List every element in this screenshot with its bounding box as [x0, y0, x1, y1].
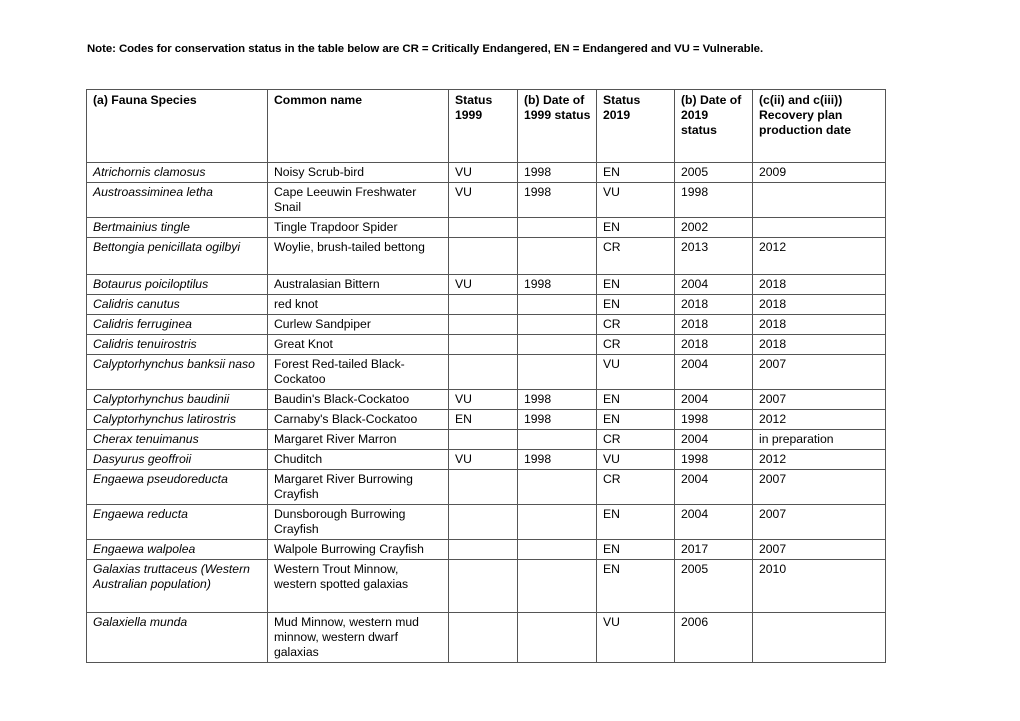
species-cell: Bertmainius tingle	[87, 218, 268, 238]
species-cell: Calidris tenuirostris	[87, 335, 268, 355]
date-1999-cell	[518, 238, 597, 275]
status-2019-cell: CR	[597, 335, 675, 355]
date-2019-cell: 2013	[675, 238, 753, 275]
table-row	[87, 295, 886, 315]
date-2019-cell: 2006	[675, 613, 753, 663]
common-name-cell: Noisy Scrub-bird	[268, 163, 449, 183]
date-2019-cell: 2004	[675, 505, 753, 540]
status-2019-cell: VU	[597, 613, 675, 663]
status-1999-cell: EN	[449, 410, 518, 430]
common-name-cell: red knot	[268, 295, 449, 315]
status-2019-cell: EN	[597, 410, 675, 430]
recovery-plan-cell: 2018	[753, 315, 886, 335]
species-cell: Engaewa walpolea	[87, 540, 268, 560]
status-2019-cell: EN	[597, 218, 675, 238]
date-1999-cell: 1998	[518, 183, 597, 218]
status-2019-cell: EN	[597, 275, 675, 295]
table-row	[87, 450, 886, 470]
date-2019-cell: 1998	[675, 450, 753, 470]
recovery-plan-cell: 2010	[753, 560, 886, 613]
common-name-cell: Chuditch	[268, 450, 449, 470]
recovery-plan-cell: 2018	[753, 335, 886, 355]
status-1999-cell: VU	[449, 450, 518, 470]
date-2019-cell: 2018	[675, 335, 753, 355]
table-row	[87, 275, 886, 295]
status-1999-cell: VU	[449, 275, 518, 295]
status-1999-cell	[449, 295, 518, 315]
recovery-plan-cell: 2007	[753, 470, 886, 505]
date-1999-cell	[518, 430, 597, 450]
status-2019-cell: VU	[597, 355, 675, 390]
species-cell: Cherax tenuimanus	[87, 430, 268, 450]
common-name-cell: Western Trout Minnow, western spotted galaxias	[268, 560, 449, 613]
header-fauna-species: (a) Fauna Species	[87, 90, 268, 163]
table-row	[87, 470, 886, 505]
date-2019-cell: 2017	[675, 540, 753, 560]
status-2019-cell: VU	[597, 183, 675, 218]
table-row	[87, 163, 886, 183]
status-1999-cell	[449, 355, 518, 390]
table-row	[87, 613, 886, 663]
common-name-cell: Mud Minnow, western mud minnow, western dwarf galaxias	[268, 613, 449, 663]
table-row	[87, 335, 886, 355]
recovery-plan-cell: 2007	[753, 505, 886, 540]
common-name-cell: Cape Leeuwin Freshwater Snail	[268, 183, 449, 218]
date-2019-cell: 2004	[675, 430, 753, 450]
status-1999-cell: VU	[449, 390, 518, 410]
date-1999-cell: 1998	[518, 410, 597, 430]
date-1999-cell: 1998	[518, 163, 597, 183]
date-1999-cell	[518, 560, 597, 613]
date-2019-cell: 1998	[675, 183, 753, 218]
date-2019-cell: 2018	[675, 295, 753, 315]
header-date-1999-status: (b) Date of 1999 status	[518, 90, 597, 163]
date-2019-cell: 2005	[675, 163, 753, 183]
table-header-row	[87, 90, 886, 163]
common-name-cell: Australasian Bittern	[268, 275, 449, 295]
species-cell: Austroassiminea letha	[87, 183, 268, 218]
recovery-plan-cell: 2018	[753, 295, 886, 315]
species-cell: Calyptorhynchus banksii naso	[87, 355, 268, 390]
recovery-plan-cell: 2012	[753, 238, 886, 275]
status-1999-cell	[449, 218, 518, 238]
status-2019-cell: CR	[597, 238, 675, 275]
status-1999-cell	[449, 470, 518, 505]
status-1999-cell	[449, 238, 518, 275]
recovery-plan-cell: 2012	[753, 450, 886, 470]
status-1999-cell	[449, 430, 518, 450]
status-1999-cell	[449, 613, 518, 663]
date-2019-cell: 2005	[675, 560, 753, 613]
table-row	[87, 238, 886, 275]
date-1999-cell: 1998	[518, 390, 597, 410]
species-cell: Calyptorhynchus latirostris	[87, 410, 268, 430]
common-name-cell: Curlew Sandpiper	[268, 315, 449, 335]
common-name-cell: Dunsborough Burrowing Crayfish	[268, 505, 449, 540]
species-cell: Engaewa reducta	[87, 505, 268, 540]
table-row	[87, 410, 886, 430]
table-row	[87, 315, 886, 335]
recovery-plan-cell	[753, 183, 886, 218]
status-1999-cell	[449, 315, 518, 335]
species-cell: Calidris canutus	[87, 295, 268, 315]
recovery-plan-cell	[753, 218, 886, 238]
recovery-plan-cell: 2018	[753, 275, 886, 295]
status-2019-cell: EN	[597, 560, 675, 613]
status-2019-cell: EN	[597, 540, 675, 560]
status-2019-cell: CR	[597, 470, 675, 505]
header-status-1999: Status 1999	[449, 90, 518, 163]
header-status-2019: Status 2019	[597, 90, 675, 163]
recovery-plan-cell: 2007	[753, 540, 886, 560]
date-2019-cell: 2004	[675, 470, 753, 505]
status-2019-cell: CR	[597, 315, 675, 335]
recovery-plan-cell: 2007	[753, 390, 886, 410]
date-1999-cell: 1998	[518, 275, 597, 295]
species-cell: Atrichornis clamosus	[87, 163, 268, 183]
common-name-cell: Carnaby's Black-Cockatoo	[268, 410, 449, 430]
table-row	[87, 218, 886, 238]
species-cell: Engaewa pseudoreducta	[87, 470, 268, 505]
date-2019-cell: 2004	[675, 355, 753, 390]
status-1999-cell	[449, 560, 518, 613]
common-name-cell: Tingle Trapdoor Spider	[268, 218, 449, 238]
species-cell: Galaxias truttaceus (Western Australian population)	[87, 560, 268, 613]
common-name-cell: Baudin's Black-Cockatoo	[268, 390, 449, 410]
common-name-cell: Margaret River Marron	[268, 430, 449, 450]
date-2019-cell: 2002	[675, 218, 753, 238]
recovery-plan-cell: 2012	[753, 410, 886, 430]
table-row	[87, 540, 886, 560]
species-cell: Galaxiella munda	[87, 613, 268, 663]
common-name-cell: Walpole Burrowing Crayfish	[268, 540, 449, 560]
status-2019-cell: EN	[597, 390, 675, 410]
status-1999-cell: VU	[449, 183, 518, 218]
date-2019-cell: 2018	[675, 315, 753, 335]
status-2019-cell: EN	[597, 163, 675, 183]
species-cell: Calyptorhynchus baudinii	[87, 390, 268, 410]
status-2019-cell: EN	[597, 295, 675, 315]
status-2019-cell: EN	[597, 505, 675, 540]
species-cell: Calidris ferruginea	[87, 315, 268, 335]
date-1999-cell	[518, 540, 597, 560]
table-row	[87, 560, 886, 613]
date-1999-cell: 1998	[518, 450, 597, 470]
fauna-species-table	[86, 89, 886, 663]
header-recovery-plan-date: (c(ii) and c(iii)) Recovery plan production date	[753, 90, 886, 163]
recovery-plan-cell: in preparation	[753, 430, 886, 450]
status-2019-cell: VU	[597, 450, 675, 470]
status-codes-note: Note: Codes for conservation status in the table below are CR = Critically Endangered, EN = Endangered and VU = Vulnerable.	[87, 43, 764, 55]
table-row	[87, 355, 886, 390]
species-cell: Botaurus poiciloptilus	[87, 275, 268, 295]
status-1999-cell	[449, 540, 518, 560]
recovery-plan-cell: 2009	[753, 163, 886, 183]
date-1999-cell	[518, 335, 597, 355]
common-name-cell: Margaret River Burrowing Crayfish	[268, 470, 449, 505]
header-common-name: Common name	[268, 90, 449, 163]
date-1999-cell	[518, 218, 597, 238]
recovery-plan-cell	[753, 613, 886, 663]
common-name-cell: Woylie, brush-tailed bettong	[268, 238, 449, 275]
status-1999-cell: VU	[449, 163, 518, 183]
status-2019-cell: CR	[597, 430, 675, 450]
date-2019-cell: 2004	[675, 390, 753, 410]
recovery-plan-cell: 2007	[753, 355, 886, 390]
date-1999-cell	[518, 505, 597, 540]
species-cell: Bettongia penicillata ogilbyi	[87, 238, 268, 275]
date-1999-cell	[518, 355, 597, 390]
common-name-cell: Great Knot	[268, 335, 449, 355]
table-row	[87, 183, 886, 218]
table-row	[87, 505, 886, 540]
date-1999-cell	[518, 315, 597, 335]
date-2019-cell: 1998	[675, 410, 753, 430]
date-2019-cell: 2004	[675, 275, 753, 295]
table-row	[87, 390, 886, 410]
status-1999-cell	[449, 335, 518, 355]
date-1999-cell	[518, 470, 597, 505]
species-cell: Dasyurus geoffroii	[87, 450, 268, 470]
status-1999-cell	[449, 505, 518, 540]
date-1999-cell	[518, 613, 597, 663]
common-name-cell: Forest Red-tailed Black-Cockatoo	[268, 355, 449, 390]
date-1999-cell	[518, 295, 597, 315]
table-row	[87, 430, 886, 450]
header-date-2019-status: (b) Date of 2019 status	[675, 90, 753, 163]
